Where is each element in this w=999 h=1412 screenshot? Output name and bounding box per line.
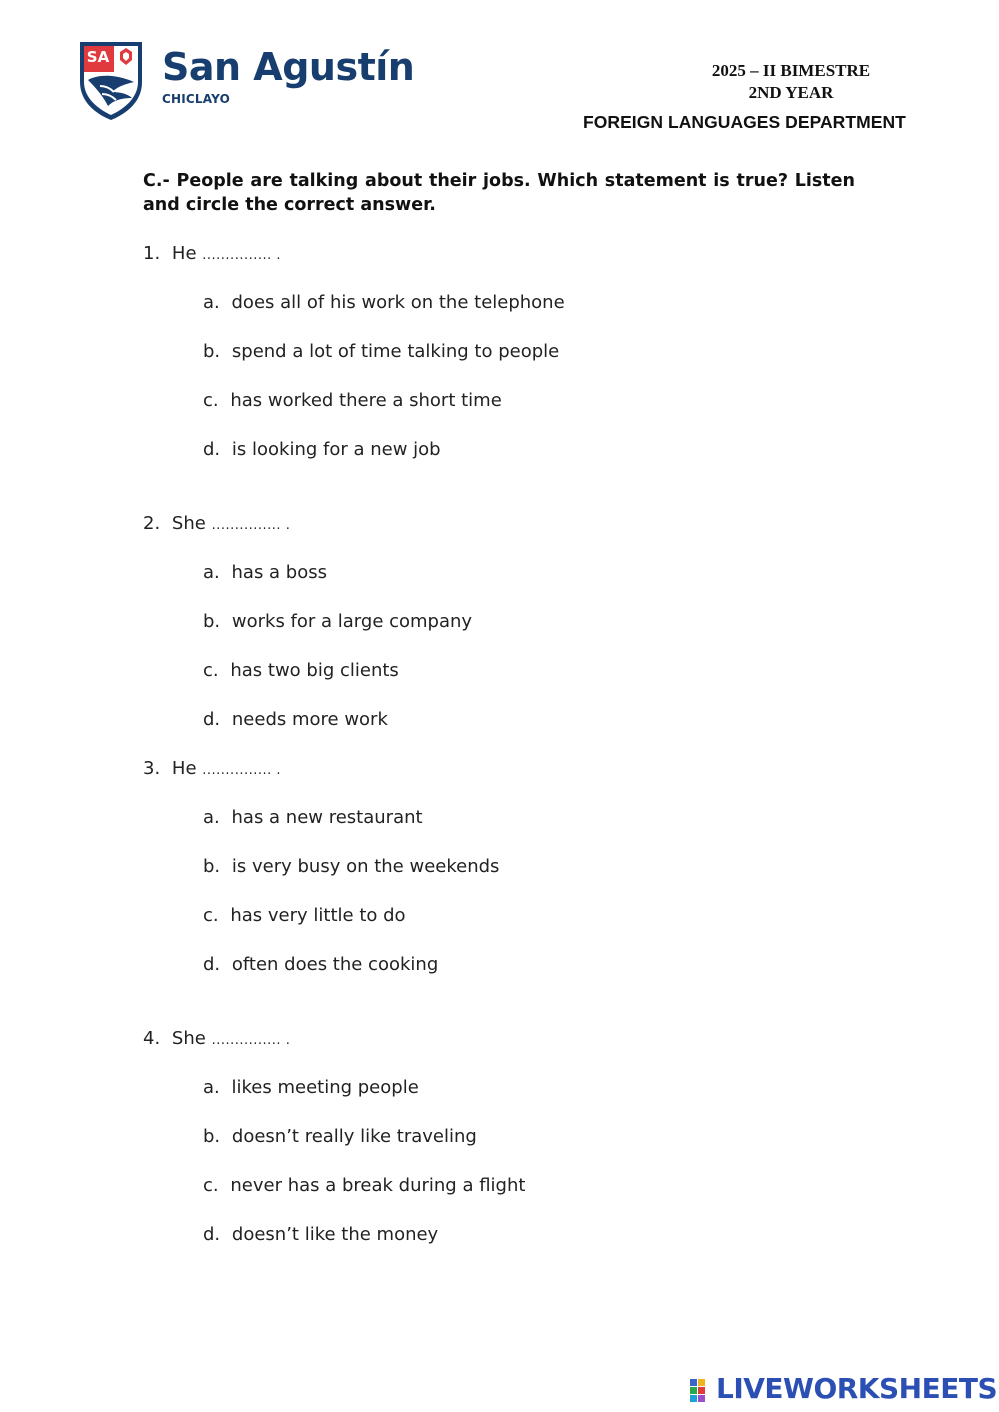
- period-label: 2025 – II BIMESTRE: [711, 61, 871, 80]
- option-2c[interactable]: [203, 660, 399, 682]
- option-letter: c.: [203, 1175, 219, 1196]
- option-letter: c.: [203, 390, 219, 411]
- option-3a[interactable]: [203, 807, 423, 829]
- liveworksheets-text: LIVEWORKSHEETS: [716, 1372, 998, 1405]
- option-text: doesn’t really like traveling: [231, 1126, 477, 1147]
- school-brand: [162, 44, 414, 106]
- department-label: FOREIGN LANGUAGES DEPARTMENT: [583, 112, 906, 132]
- option-text: likes meeting people: [231, 1077, 419, 1098]
- option-1d[interactable]: [203, 439, 441, 461]
- option-4b[interactable]: [203, 1126, 477, 1148]
- exercise-instructions: C.- People are talking about their jobs. Which statement is true? Listen and circle the correct answer.: [143, 171, 855, 215]
- school-logo-icon: [76, 38, 146, 122]
- option-4d[interactable]: [203, 1224, 438, 1246]
- option-text: needs more work: [231, 709, 388, 730]
- option-4a[interactable]: [203, 1077, 419, 1099]
- option-letter: d.: [203, 709, 221, 730]
- option-letter: b.: [203, 341, 221, 362]
- option-letter: b.: [203, 856, 221, 877]
- answer-blank: ............... .: [202, 248, 282, 263]
- option-text: doesn’t like the money: [231, 1224, 439, 1245]
- school-city: CHICLAYO: [162, 92, 230, 106]
- question-4: [143, 1028, 290, 1052]
- option-text: has very little to do: [230, 905, 406, 926]
- option-letter: b.: [203, 611, 221, 632]
- option-text: is looking for a new job: [231, 439, 441, 460]
- logo-badge-text: SA: [86, 48, 110, 66]
- option-1c[interactable]: [203, 390, 502, 412]
- question-number: 4.: [143, 1028, 161, 1049]
- question-stem: She: [171, 1028, 206, 1049]
- option-3c[interactable]: [203, 905, 406, 927]
- question-3: [143, 758, 281, 782]
- question-2: [143, 513, 290, 537]
- option-letter: a.: [203, 807, 220, 828]
- option-text: spend a lot of time talking to people: [231, 341, 560, 362]
- question-stem: She: [171, 513, 206, 534]
- option-letter: c.: [203, 660, 219, 681]
- option-letter: a.: [203, 562, 220, 583]
- year-label: 2ND YEAR: [748, 83, 834, 102]
- option-1a[interactable]: [203, 292, 565, 314]
- question-stem: He: [171, 243, 197, 264]
- option-2a[interactable]: [203, 562, 327, 584]
- liveworksheets-watermark[interactable]: [690, 1372, 997, 1406]
- option-letter: c.: [203, 905, 219, 926]
- option-text: never has a break during a flight: [230, 1175, 526, 1196]
- option-2b[interactable]: [203, 611, 472, 633]
- question-number: 1.: [143, 243, 161, 264]
- option-1b[interactable]: [203, 341, 559, 363]
- option-letter: a.: [203, 1077, 220, 1098]
- header-period-block: [671, 60, 911, 104]
- option-text: works for a large company: [231, 611, 473, 632]
- option-text: often does the cooking: [231, 954, 439, 975]
- option-text: has a new restaurant: [231, 807, 423, 828]
- option-3d[interactable]: [203, 954, 438, 976]
- option-3b[interactable]: [203, 856, 499, 878]
- answer-blank: ............... .: [202, 763, 282, 778]
- answer-blank: ............... .: [211, 1033, 291, 1048]
- option-4c[interactable]: [203, 1175, 525, 1197]
- option-text: has a boss: [231, 562, 327, 583]
- option-text: has two big clients: [230, 660, 399, 681]
- option-letter: d.: [203, 439, 221, 460]
- option-text: has worked there a short time: [230, 390, 502, 411]
- option-letter: d.: [203, 954, 221, 975]
- option-text: does all of his work on the telephone: [231, 292, 565, 313]
- question-number: 2.: [143, 513, 161, 534]
- question-1: [143, 243, 281, 267]
- answer-blank: ............... .: [211, 518, 291, 533]
- option-text: is very busy on the weekends: [231, 856, 500, 877]
- question-number: 3.: [143, 758, 161, 779]
- option-2d[interactable]: [203, 709, 388, 731]
- question-stem: He: [171, 758, 197, 779]
- option-letter: d.: [203, 1224, 221, 1245]
- school-name: San Agustín: [162, 45, 415, 89]
- option-letter: a.: [203, 292, 220, 313]
- option-letter: b.: [203, 1126, 221, 1147]
- liveworksheets-logo-icon: [690, 1375, 714, 1403]
